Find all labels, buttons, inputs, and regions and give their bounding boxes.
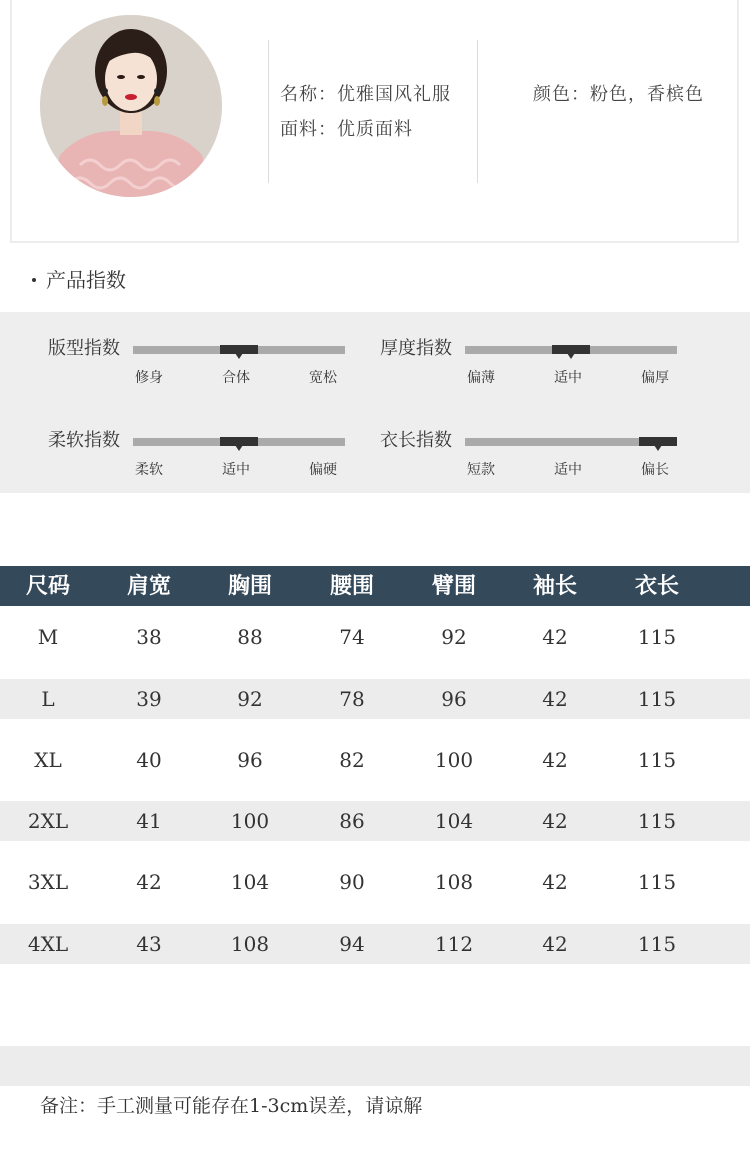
section-title-text: 产品指数 — [46, 268, 126, 292]
product-color — [533, 80, 704, 106]
table-cell: 3XL — [27, 870, 69, 894]
table-cell: 94 — [339, 932, 365, 956]
table-cell: 115 — [637, 748, 677, 772]
index-marker — [220, 437, 258, 446]
index-marker — [639, 437, 677, 446]
table-cell: M — [37, 625, 59, 649]
product-info-card — [10, 0, 739, 243]
table-cell: 39 — [136, 687, 162, 711]
table-row — [0, 740, 750, 780]
table-cell: 78 — [339, 687, 365, 711]
table-cell: 115 — [637, 870, 677, 894]
index-tick-mid: 适中 — [554, 370, 582, 386]
table-cell: 43 — [136, 932, 162, 956]
index-tick-high: 偏厚 — [641, 370, 669, 386]
table-cell: 100 — [434, 748, 474, 772]
table-cell: 96 — [237, 748, 263, 772]
table-row — [0, 801, 750, 841]
info-divider-2 — [477, 40, 478, 183]
section-title — [32, 264, 126, 293]
table-cell: 108 — [434, 870, 474, 894]
table-cell: 74 — [339, 625, 365, 649]
product-name — [280, 80, 451, 106]
table-row — [0, 617, 750, 657]
table-cell: 42 — [136, 870, 162, 894]
table-cell: XL — [34, 748, 62, 772]
table-cell: 108 — [230, 932, 270, 956]
index-tick-low: 偏薄 — [467, 370, 495, 386]
index-label: 衣长指数 — [380, 430, 452, 451]
table-footer-band — [0, 1046, 750, 1086]
table-row — [0, 862, 750, 902]
index-track — [133, 346, 345, 354]
header-length: 衣长 — [634, 573, 679, 599]
table-cell: 2XL — [27, 809, 69, 833]
product-fabric-label: 面料： — [280, 119, 337, 140]
product-name-label: 名称： — [280, 84, 337, 105]
index-tick-mid: 合体 — [222, 370, 250, 386]
measurement-note: 备注：手工测量可能存在1-3cm误差，请谅解 — [40, 1095, 423, 1117]
index-tick-high: 宽松 — [309, 370, 337, 386]
table-cell: 42 — [542, 809, 568, 833]
table-cell: 104 — [230, 870, 270, 894]
table-cell: 42 — [542, 932, 568, 956]
index-tick-low: 修身 — [135, 370, 163, 386]
model-portrait-image — [40, 15, 222, 197]
index-label: 版型指数 — [48, 338, 120, 359]
product-name-value: 优雅国风礼服 — [337, 84, 451, 105]
table-cell: 115 — [637, 625, 677, 649]
table-row — [0, 679, 750, 719]
product-index-panel — [0, 312, 750, 493]
index-marker — [552, 345, 590, 354]
index-label: 厚度指数 — [380, 338, 452, 359]
index-tick-high: 偏长 — [641, 462, 669, 478]
product-color-label: 颜色： — [533, 84, 590, 105]
header-size: 尺码 — [25, 573, 70, 599]
table-cell: 4XL — [27, 932, 69, 956]
table-cell: 88 — [237, 625, 263, 649]
info-divider-1 — [268, 40, 269, 183]
index-track — [465, 438, 677, 446]
table-cell: 90 — [339, 870, 365, 894]
index-track — [465, 346, 677, 354]
table-cell: 82 — [339, 748, 365, 772]
header-shoulder: 肩宽 — [126, 573, 171, 599]
table-cell: L — [41, 687, 55, 711]
index-tick-high: 偏硬 — [309, 462, 337, 478]
header-bust: 胸围 — [227, 573, 272, 599]
index-tick-low: 柔软 — [135, 462, 163, 478]
header-sleeve: 袖长 — [532, 573, 577, 599]
product-color-value: 粉色，香槟色 — [590, 84, 704, 105]
index-tick-low: 短款 — [467, 462, 495, 478]
bullet-icon — [32, 278, 36, 282]
table-cell: 104 — [434, 809, 474, 833]
table-cell: 115 — [637, 809, 677, 833]
table-cell: 92 — [441, 625, 467, 649]
size-table-header — [0, 566, 750, 606]
index-marker — [220, 345, 258, 354]
table-cell: 115 — [637, 687, 677, 711]
table-cell: 86 — [339, 809, 365, 833]
table-cell: 41 — [136, 809, 162, 833]
model-avatar — [40, 15, 222, 197]
table-cell: 42 — [542, 748, 568, 772]
table-cell: 42 — [542, 870, 568, 894]
table-cell: 112 — [434, 932, 474, 956]
index-track — [133, 438, 345, 446]
table-cell: 38 — [136, 625, 162, 649]
product-fabric-value: 优质面料 — [337, 119, 413, 140]
table-cell: 42 — [542, 687, 568, 711]
table-row — [0, 924, 750, 964]
table-cell: 96 — [441, 687, 467, 711]
table-cell: 40 — [136, 748, 162, 772]
table-cell: 100 — [230, 809, 270, 833]
index-tick-mid: 适中 — [222, 462, 250, 478]
table-cell: 92 — [237, 687, 263, 711]
header-waist: 腰围 — [329, 573, 374, 599]
product-fabric — [280, 115, 413, 141]
header-arm: 臂围 — [431, 573, 476, 599]
table-cell: 42 — [542, 625, 568, 649]
index-label: 柔软指数 — [48, 430, 120, 451]
index-tick-mid: 适中 — [554, 462, 582, 478]
table-cell: 115 — [637, 932, 677, 956]
